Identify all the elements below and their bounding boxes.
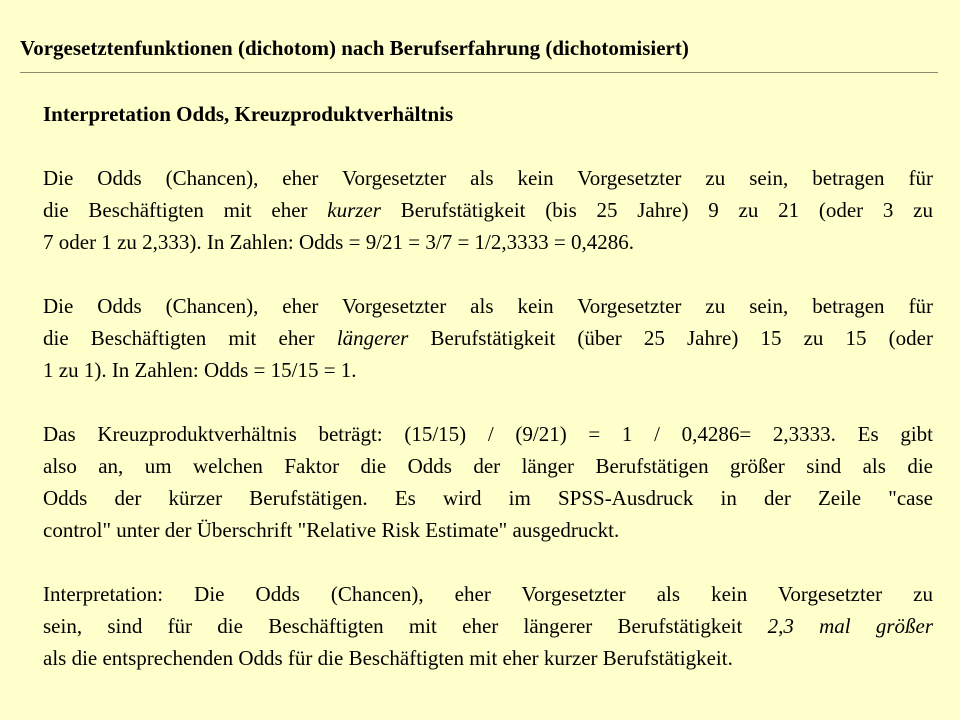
text-run: Berufstätigkeit (bis 25 Jahre) 9 zu 21 (oder 3 zu bbox=[380, 198, 933, 222]
paragraph-odds-long bbox=[43, 290, 933, 386]
text-line: also an, um welchen Faktor die Odds der länger Berufstätigen größer sind als die bbox=[43, 454, 933, 478]
spacer bbox=[43, 546, 933, 578]
slide-title: Vorgesetztenfunktionen (dichotom) nach Berufserfahrung (dichotomisiert) bbox=[20, 36, 689, 60]
text-line: 1 zu 1). In Zahlen: Odds = 15/15 = 1. bbox=[43, 358, 357, 382]
emphasis-text: kurzer bbox=[327, 198, 381, 222]
section-heading: Interpretation Odds, Kreuzproduktverhältnis bbox=[43, 102, 454, 126]
text-line bbox=[43, 194, 933, 226]
title-divider bbox=[20, 72, 938, 73]
text-line bbox=[43, 610, 933, 642]
slide-body bbox=[43, 98, 933, 674]
paragraph-odds-short bbox=[43, 162, 933, 258]
emphasis-text: 2,3 mal größer bbox=[767, 614, 933, 638]
spacer bbox=[43, 130, 933, 162]
text-run: die Beschäftigten mit eher bbox=[43, 198, 328, 222]
emphasis-text: längerer bbox=[336, 326, 409, 350]
text-line: 7 oder 1 zu 2,333). In Zahlen: Odds = 9/21 = 3/7 = 1/2,3333 = 0,4286. bbox=[43, 230, 634, 254]
text-line: Interpretation: Die Odds (Chancen), eher Vorgesetzter als kein Vorgesetzter zu bbox=[43, 582, 933, 606]
text-line: Die Odds (Chancen), eher Vorgesetzter als kein Vorgesetzter zu sein, betragen für bbox=[43, 166, 933, 190]
text-line: Das Kreuzproduktverhältnis beträgt: (15/15) / (9/21) = 1 / 0,4286= 2,3333. Es gibt bbox=[43, 422, 933, 446]
text-run: Berufstätigkeit (über 25 Jahre) 15 zu 15 (oder bbox=[408, 326, 933, 350]
paragraph-cross-product-ratio bbox=[43, 418, 933, 546]
text-run: sein, sind für die Beschäftigten mit eher längerer Berufstätigkeit bbox=[43, 614, 768, 638]
spacer bbox=[43, 386, 933, 418]
spacer bbox=[43, 258, 933, 290]
text-line: Die Odds (Chancen), eher Vorgesetzter als kein Vorgesetzter zu sein, betragen für bbox=[43, 294, 933, 318]
text-line: Odds der kürzer Berufstätigen. Es wird im SPSS-Ausdruck in der Zeile "case bbox=[43, 486, 933, 510]
text-line bbox=[43, 322, 933, 354]
paragraph-interpretation bbox=[43, 578, 933, 674]
text-line: control" unter der Überschrift "Relative Risk Estimate" ausgedruckt. bbox=[43, 518, 620, 542]
text-run: die Beschäftigten mit eher bbox=[43, 326, 337, 350]
text-line: als die entsprechenden Odds für die Beschäftigten mit eher kurzer Berufstätigkeit. bbox=[43, 646, 733, 670]
